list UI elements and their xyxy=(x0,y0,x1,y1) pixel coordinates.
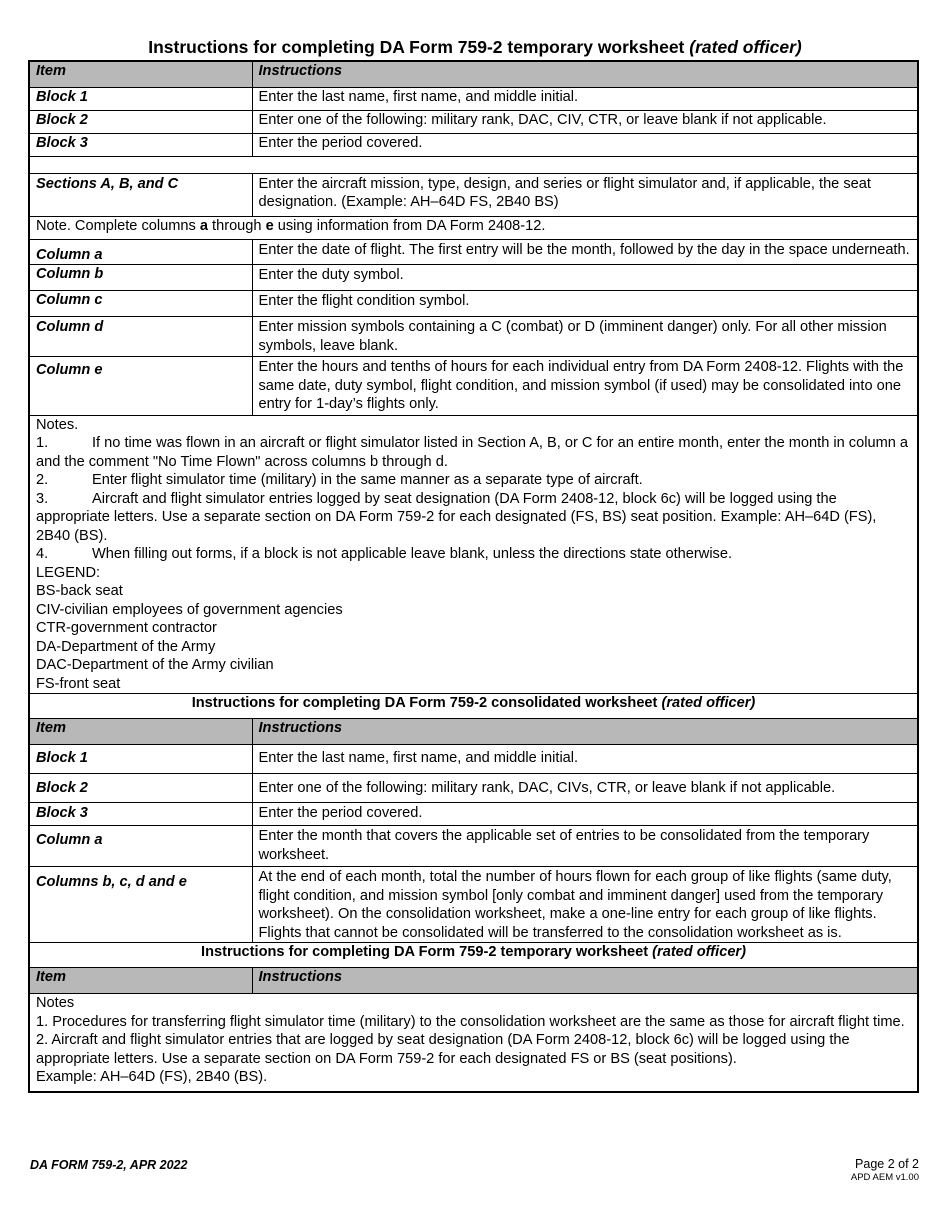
item-header: Item xyxy=(29,968,252,994)
item-label: Block 2 xyxy=(29,774,252,803)
instructions-header: Instructions xyxy=(252,719,918,745)
table-row xyxy=(29,803,918,826)
note-text: Note. Complete columns a through e using information from DA Form 2408-12. xyxy=(29,216,918,239)
instruction-text: At the end of each month, total the number of hours flown for each group of like flights (same duty, flight condition, and mission symbol [only combat and imminent danger] used from the temporary worksheet). On the consolidation worksheet, make a one-line entry for each group of like flights. Flights that cannot be consolidated will be transferred to the consolidation worksheet as is. xyxy=(252,867,918,943)
item-label: Column e xyxy=(29,357,252,416)
note-item: 3. Aircraft and flight simulator entries logged by seat designation (DA Form 2408-12, block 6c) will be logged using the appropriate letters. Use a separate section on DA Form 759-2 for each designated (FS, BS) seat position. Example: AH–64D (FS), 2B40 (BS). xyxy=(36,490,877,544)
table-row xyxy=(29,173,918,216)
note-item: Example: AH–64D (FS), 2B40 (BS). xyxy=(36,1069,268,1085)
table-row xyxy=(29,317,918,357)
item-header: Item xyxy=(29,719,252,745)
table-row xyxy=(29,110,918,133)
instructions-table xyxy=(28,60,919,1093)
table-header-row xyxy=(29,968,918,994)
item-label: Block 2 xyxy=(29,110,252,133)
instruction-text: Enter the flight condition symbol. xyxy=(252,291,918,317)
notes-row xyxy=(29,415,918,694)
table-row xyxy=(29,87,918,110)
legend-item: CIV-civilian employees of government agencies xyxy=(36,601,343,618)
instruction-text: Enter one of the following: military rank, DAC, CIVs, CTR, or leave blank if not applicable. xyxy=(252,774,918,803)
instruction-text: Enter the period covered. xyxy=(252,803,918,826)
instruction-text: Enter one of the following: military rank, DAC, CIV, CTR, or leave blank if not applicable. xyxy=(252,110,918,133)
section-title: Instructions for completing DA Form 759-2 consolidated worksheet (rated officer) xyxy=(29,694,918,719)
table-row xyxy=(29,745,918,774)
section-title-row xyxy=(29,943,918,968)
instructions-header: Instructions xyxy=(252,61,918,87)
note-item: 2. Aircraft and flight simulator entries that are logged by seat designation (DA Form 2408-12, block 6c) will be logged using the appropriate letters. Use a separate section on DA Form 759-2 for each designated FS or BS (seat positions). xyxy=(36,1032,850,1067)
form-id: DA FORM 759-2, APR 2022 xyxy=(30,1158,188,1172)
section-title: Instructions for completing DA Form 759-2 temporary worksheet (rated officer) xyxy=(29,943,918,968)
table-row xyxy=(29,774,918,803)
item-label: Block 3 xyxy=(29,133,252,156)
table-row xyxy=(29,133,918,156)
item-label: Column d xyxy=(29,317,252,357)
instruction-text: Enter the last name, first name, and middle initial. xyxy=(252,745,918,774)
notes-block: Notes. 1. If no time was flown in an aircraft or flight simulator listed in Section A, B, or C for an entire month, enter the month in column a and the comment "No Time Flown" across columns b through d. 2. Enter flight simulator time (military) in the same manner as a separate type of aircraft. 3. Aircraft and flight simulator entries logged by seat designation (DA Form 2408-12, block 6c) will be logged using the appropriate letters. Use a separate section on DA Form 759-2 for each designated (FS, BS) seat position. Example: AH–64D (FS), 2B40 (BS). 4. When filling out forms, if a block is not applicable leave blank, unless the directions state otherwise. LEGEND: BS-back seat CIV-civilian employees of government agencies CTR-government contractor DA-Department of the Army DAC-Department of the Army civilian FS-front seat xyxy=(29,415,918,694)
page-number: Page 2 of 2 xyxy=(855,1157,919,1171)
instruction-text: Enter the hours and tenths of hours for each individual entry from DA Form 2408-12. Flights with the same date, duty symbol, flight condition, and mission symbol (if used) may be consolidated into one entry for 1-day’s flights only. xyxy=(252,357,918,416)
instruction-text: Enter the period covered. xyxy=(252,133,918,156)
spacer-row xyxy=(29,156,918,173)
table-row xyxy=(29,239,918,265)
item-label: Columns b, c, d and e xyxy=(29,867,252,943)
note-item: 1. If no time was flown in an aircraft or flight simulator listed in Section A, B, or C for an entire month, enter the month in column a and the comment "No Time Flown" across columns b through d. xyxy=(36,435,909,470)
item-label: Column a xyxy=(29,826,252,867)
legend-item: BS-back seat xyxy=(36,583,123,599)
legend-item: CTR-government contractor xyxy=(36,620,217,636)
note-item: 4. When filling out forms, if a block is not applicable leave blank, unless the directions state otherwise. xyxy=(36,546,733,562)
table-header-row xyxy=(29,61,918,87)
table-row xyxy=(29,826,918,867)
legend-item: DA-Department of the Army xyxy=(36,638,216,655)
table-row xyxy=(29,291,918,317)
instruction-text: Enter the last name, first name, and middle initial. xyxy=(252,87,918,110)
item-label: Sections A, B, and C xyxy=(29,173,252,216)
table-row xyxy=(29,867,918,943)
table-row xyxy=(29,357,918,416)
item-label: Column a xyxy=(29,239,252,265)
item-label: Block 1 xyxy=(29,745,252,774)
notes-block: Notes 1. Procedures for transferring flight simulator time (military) to the consolidation worksheet are the same as those for aircraft flight time. 2. Aircraft and flight simulator entries that are logged by seat designation (DA Form 2408-12, block 6c) will be logged using the appropriate letters. Use a separate section on DA Form 759-2 for each designated FS or BS (seat positions). Example: AH–64D (FS), 2B40 (BS). xyxy=(29,994,918,1092)
item-label: Column b xyxy=(29,265,252,291)
instruction-text: Enter the aircraft mission, type, design, and series or flight simulator and, if applicable, the seat designation. (Example: AH–64D FS, 2B40 BS) xyxy=(252,173,918,216)
page-title: Instructions for completing DA Form 759-2 temporary worksheet (rated officer) xyxy=(148,37,802,57)
instruction-text: Enter mission symbols containing a C (combat) or D (imminent danger) only. For all other mission symbols, leave blank. xyxy=(252,317,918,357)
note-item: 1. Procedures for transferring flight simulator time (military) to the consolidation worksheet are the same as those for aircraft flight time. xyxy=(36,1013,905,1030)
legend-item: DAC-Department of the Army civilian xyxy=(36,657,274,673)
note-row xyxy=(29,216,918,239)
table-header-row xyxy=(29,719,918,745)
instruction-text: Enter the duty symbol. xyxy=(252,265,918,291)
legend-heading: LEGEND: xyxy=(36,564,101,581)
instructions-header: Instructions xyxy=(252,968,918,994)
notes-row xyxy=(29,994,918,1092)
instruction-text: Enter the month that covers the applicable set of entries to be consolidated from the temporary worksheet. xyxy=(252,826,918,867)
item-label: Column c xyxy=(29,291,252,317)
instruction-text: Enter the date of flight. The first entry will be the month, followed by the day in the space underneath. xyxy=(252,239,918,265)
section-title-row xyxy=(29,694,918,719)
legend-item: FS-front seat xyxy=(36,675,121,692)
item-label: Block 3 xyxy=(29,803,252,826)
page-number-block xyxy=(851,1157,919,1183)
item-header: Item xyxy=(29,61,252,87)
table-row xyxy=(29,265,918,291)
note-item: 2. Enter flight simulator time (military) in the same manner as a separate type of aircraft. xyxy=(36,472,643,488)
item-label: Block 1 xyxy=(29,87,252,110)
version-label: APD AEM v1.00 xyxy=(850,1172,919,1183)
